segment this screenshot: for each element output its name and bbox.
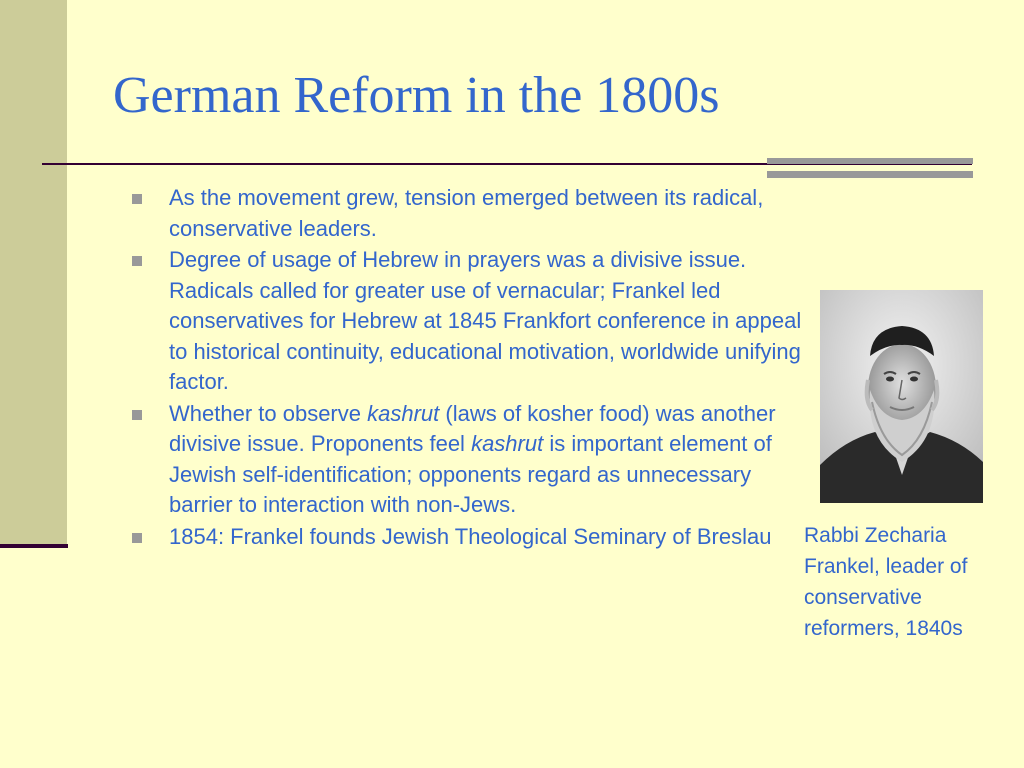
slide-title: German Reform in the 1800s — [113, 67, 720, 124]
square-bullet-icon — [132, 410, 142, 420]
bullet-item — [130, 399, 806, 521]
bullet-item — [130, 522, 806, 553]
text-segment: (laws of kosher food) was another divisive issue. Proponents feel — [169, 400, 776, 456]
italic-term: kashrut — [367, 400, 440, 426]
bullet-list — [130, 183, 806, 553]
text-segment: is important element of Jewish self-identification; opponents regard as unnecessary barrier to interaction with non-Jews. — [169, 431, 772, 517]
bullet-text — [169, 247, 801, 394]
accent-bar-top — [767, 158, 973, 164]
square-bullet-icon — [132, 533, 142, 543]
text-segment: Whether to observe — [169, 400, 368, 426]
left-decor-band — [0, 0, 67, 545]
accent-bar-bottom — [767, 171, 973, 178]
left-band-bottom-rule — [0, 544, 68, 548]
text-segment: 1854: Frankel founds Jewish Theological Seminary of Breslau — [169, 523, 772, 549]
text-segment: As the movement grew, tension emerged between its radical, conservative leaders. — [169, 185, 764, 241]
bullet-text — [169, 524, 771, 549]
bullet-text — [169, 185, 763, 241]
bullet-item — [130, 183, 806, 244]
bullet-text — [169, 401, 776, 518]
italic-term: kashrut — [471, 431, 544, 456]
text-segment: Degree of usage of Hebrew in prayers was a divisive issue. Radicals called for greater use of vernacular; Frankel led conservatives for Hebrew at 1845 Frankfort conference in appeal to historical continuity, educational motivation, worldwide unifying factor. — [169, 247, 802, 394]
bullet-item — [130, 245, 806, 398]
square-bullet-icon — [132, 256, 142, 266]
portrait-image — [820, 290, 983, 503]
portrait-caption: Rabbi Zecharia Frankel, leader of conservative reformers, 1840s — [804, 524, 968, 640]
square-bullet-icon — [132, 194, 142, 204]
